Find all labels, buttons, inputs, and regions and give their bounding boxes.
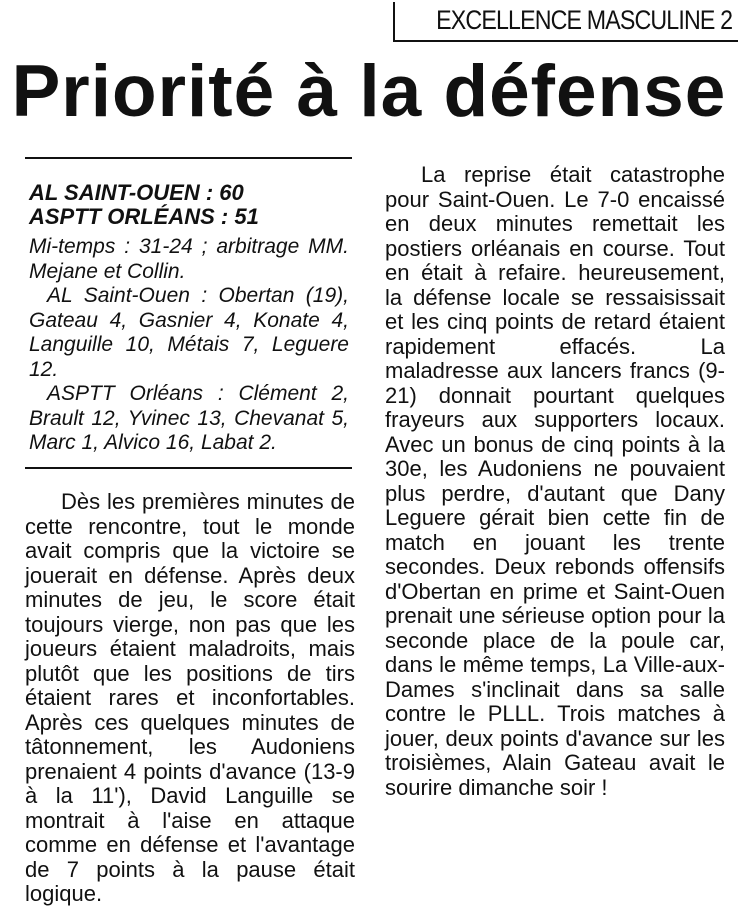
headline: Priorité à la défense (11, 51, 727, 132)
match-details (29, 235, 349, 456)
lineup-orleans: ASPTT Orléans : Clément 2, Brault 12, Yvinec 13, Chevanat 5, Marc 1, Alvico 16, Labat 2. (29, 382, 349, 454)
article-paragraph-2: La reprise était catastrophe pour Saint-Ouen. Le 7-0 encaissé en deux minutes remettait les postiers orléanais en course. Tout en était à refaire. heureusement, la défense locale se ressaisissait et les cinq points de retard étaient rapidement effacés. La maladresse aux lancers francs (9-21) donnait pourtant quelques frayeurs aux supporters locaux. Avec un bonus de cinq points à la 30e, les Audoniens ne pouvaient plus perdre, d'autant que Dany Leguere gérait bien cette fin de match en jouant les trente secondes. Deux rebonds offensifs d'Obertan en prime et Saint-Ouen prenait une sérieuse option pour la seconde place de la poule car, dans le même temps, La Ville-aux-Dames s'inclinait dans sa salle contre le PLLL. Trois matches à jouer, deux points d'avance sur les troisièmes, Alain Gateau avait le sourire dimanche soir ! (385, 162, 725, 800)
rubric-label: EXCELLENCE MASCULINE 2 (436, 5, 732, 35)
article-paragraph-1: Dès les premières minutes de cette rencontre, tout le monde avait compris que la victoire se jouerait en défense. Après deux minutes de jeu, le score était toujours vierge, non pas que les joueurs étaient maladroits, mais plutôt que les positions de tirs étaient rares et inconfortables. Après ces quelques minutes de tâtonnement, les Audoniens prenaient 4 points d'avance (13-9 à la 11'), David Languille se montrait à l'aise en attaque comme en défense et l'avantage de 7 points à la pause était logique. (25, 489, 355, 906)
lineup-saint-ouen: AL Saint-Ouen : Obertan (19), Gateau 4, Gasnier 4, Konate 4, Languille 10, Métais 7, Leguere 12. (29, 284, 349, 381)
article-column-left (25, 490, 355, 907)
score-team1: AL SAINT-OUEN : 60 (29, 180, 244, 205)
halftime-referees: Mi-temps : 31-24 ; arbitrage MM. Mejane et Collin. (29, 235, 349, 283)
article-column-right (385, 163, 725, 800)
section-rubric (393, 2, 738, 42)
match-result-box (25, 157, 352, 469)
score-team2: ASPTT ORLÉANS : 51 (29, 204, 259, 229)
